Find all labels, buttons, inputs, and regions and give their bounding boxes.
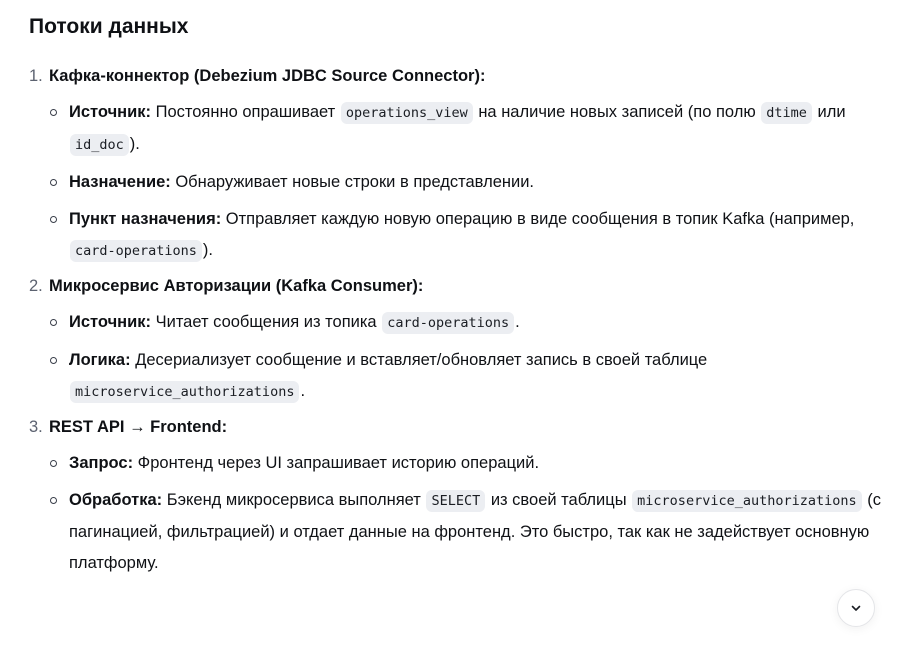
flow-step-2 <box>29 274 889 408</box>
detail-text: Фронтенд через UI запрашивает историю операций. <box>133 454 540 472</box>
detail-text: ). <box>202 241 214 259</box>
inline-code: dtime <box>761 102 812 124</box>
detail-text: на наличие новых записей (по полю <box>473 103 761 121</box>
detail-item <box>49 448 889 479</box>
detail-item <box>49 485 889 579</box>
detail-label: Логика: <box>69 351 131 369</box>
detail-text: Обнаруживает новые строки в представлении. <box>170 173 535 191</box>
step-details <box>49 448 889 579</box>
detail-item <box>49 97 889 161</box>
message-content <box>29 12 889 579</box>
step-number: 2. <box>29 277 43 295</box>
bullet-icon <box>50 216 57 223</box>
flow-step-3 <box>29 415 889 579</box>
detail-text: Читает сообщения из топика <box>151 313 382 331</box>
inline-code: card-operations <box>70 240 202 262</box>
detail-label: Пункт назначения: <box>69 210 222 228</box>
detail-item <box>49 204 889 267</box>
step-heading <box>29 64 889 88</box>
bullet-icon <box>50 497 57 504</box>
inline-code: SELECT <box>426 490 485 512</box>
detail-item <box>49 167 889 198</box>
bullet-icon <box>50 357 57 364</box>
step-title: Микросервис Авторизации (Kafka Consumer): <box>49 277 424 295</box>
chevron-down-icon <box>849 601 863 615</box>
detail-text: . <box>515 313 520 331</box>
flow-step-1 <box>29 64 889 267</box>
detail-text: Бэкенд микросервиса выполняет <box>162 491 426 509</box>
detail-label: Обработка: <box>69 491 163 509</box>
bullet-icon <box>50 179 57 186</box>
inline-code: microservice_authorizations <box>70 381 299 403</box>
detail-label: Запрос: <box>69 454 134 472</box>
step-title: REST API → Frontend: <box>49 418 228 436</box>
inline-code: card-operations <box>382 312 514 334</box>
detail-text: . <box>300 382 306 400</box>
detail-text: из своей таблицы <box>486 491 632 509</box>
scroll-to-bottom-button[interactable] <box>837 589 875 627</box>
step-title: Кафка-коннектор (Debezium JDBC Source Connector): <box>49 67 486 85</box>
section-title: Потоки данных <box>29 15 189 38</box>
detail-text: или <box>812 103 846 121</box>
inline-code: microservice_authorizations <box>632 490 861 512</box>
step-heading <box>29 415 889 439</box>
step-number: 1. <box>29 67 43 85</box>
step-details <box>49 307 889 408</box>
data-flow-list <box>29 64 889 579</box>
detail-label: Источник: <box>69 103 152 121</box>
detail-text: Постоянно опрашивает <box>151 103 340 121</box>
bullet-icon <box>50 460 57 467</box>
detail-text: (с пагинацией, фильтрацией) и отдает данные на фронтенд. Это быстро, так как не задействует основную платформу. <box>69 491 881 572</box>
step-number: 3. <box>29 418 43 436</box>
inline-code: operations_view <box>341 102 473 124</box>
detail-label: Назначение: <box>69 173 171 191</box>
bullet-icon <box>50 109 57 116</box>
step-details <box>49 97 889 267</box>
inline-code: id_doc <box>70 134 129 156</box>
step-heading <box>29 274 889 298</box>
bullet-icon <box>50 319 57 326</box>
detail-item <box>49 345 889 408</box>
detail-text: Десериализует сообщение и вставляет/обновляет запись в своей таблице <box>130 351 708 369</box>
detail-text: ). <box>129 135 140 153</box>
detail-text: Отправляет каждую новую операцию в виде сообщения в топик Kafka (например, <box>221 210 855 228</box>
detail-label: Источник: <box>69 313 152 331</box>
detail-item <box>49 307 889 339</box>
